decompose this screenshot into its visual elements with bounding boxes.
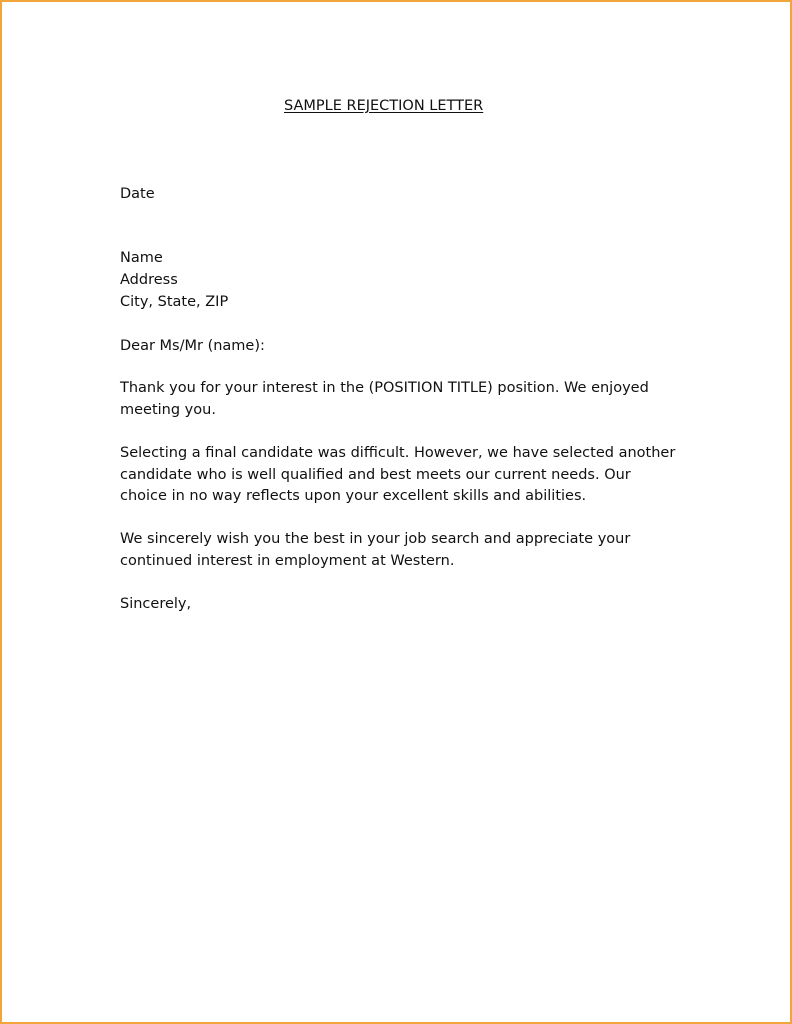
recipient-city-state-zip: City, State, ZIP <box>120 294 229 310</box>
recipient-address: Address <box>120 272 178 288</box>
paragraph-2-line-3: choice in no way reflects upon your excellent skills and abilities. <box>120 488 587 504</box>
paragraph-3-line-1: We sincerely wish you the best in your job search and appreciate your <box>120 531 631 547</box>
paragraph-2-line-1: Selecting a final candidate was difficult. However, we have selected another <box>120 445 676 461</box>
paragraph-1-line-2: meeting you. <box>120 402 216 418</box>
recipient-name: Name <box>120 250 163 266</box>
paragraph-3-line-2: continued interest in employment at Western. <box>120 553 455 569</box>
closing: Sincerely, <box>120 596 192 612</box>
date-line: Date <box>120 186 155 202</box>
paragraph-2-line-2: candidate who is well qualified and best meets our current needs. Our <box>120 467 631 483</box>
letter-title: SAMPLE REJECTION LETTER <box>284 98 484 114</box>
paragraph-1-line-1: Thank you for your interest in the (POSITION TITLE) position. We enjoyed <box>120 380 649 396</box>
salutation: Dear Ms/Mr (name): <box>120 338 265 354</box>
